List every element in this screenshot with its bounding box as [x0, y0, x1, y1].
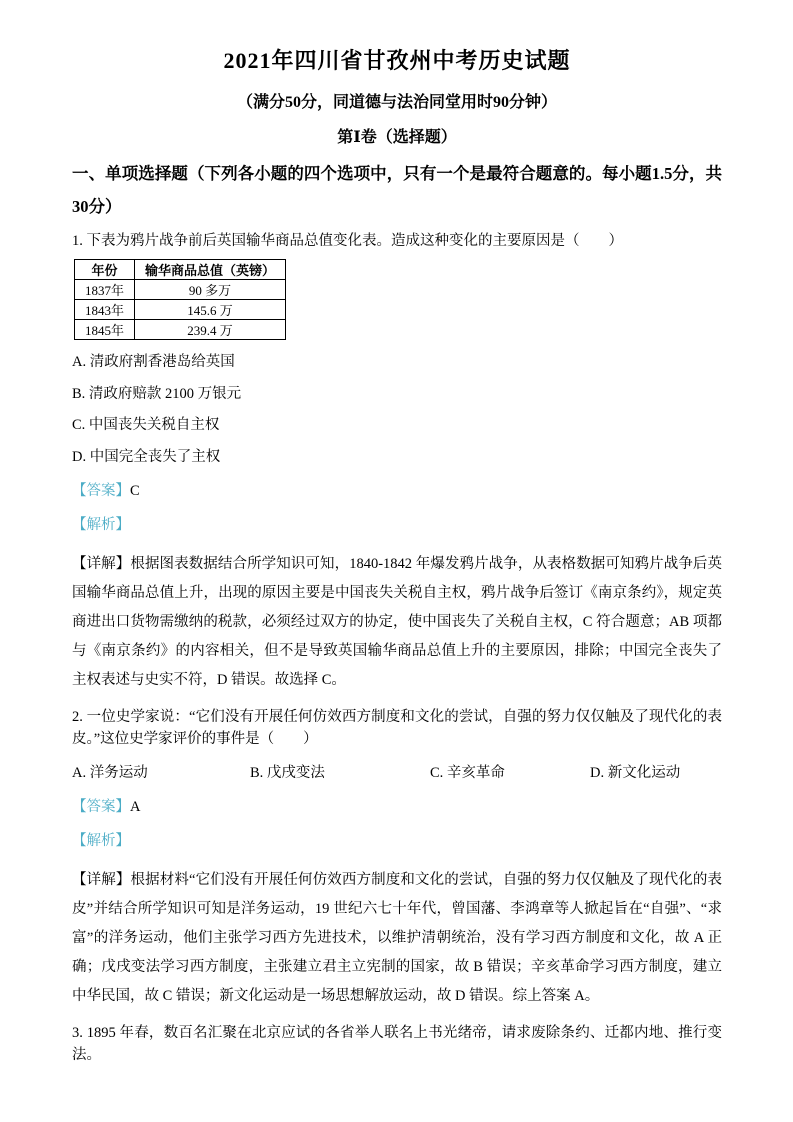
question-1-data-table	[74, 259, 286, 340]
question-1-analysis-line	[72, 516, 722, 535]
table-header-total-value: 输华商品总值（英镑）	[135, 259, 286, 279]
question-1-stem: 1. 下表为鸦片战争前后英国输华商品总值变化表。造成这种变化的主要原因是（ ）	[72, 233, 623, 249]
table-cell-year: 1837年	[75, 279, 135, 299]
question-1-option-b: B. 清政府赔款 2100 万银元	[72, 385, 242, 402]
answer-label: 【答案】	[72, 799, 130, 816]
question-2-option-c: C. 辛亥革命	[430, 765, 505, 782]
section-heading: 一、单项选择题（下列各小题的四个选项中，只有一个是最符合题意的。每小题1.5分，共30分）	[72, 164, 722, 216]
question-2-stem: 2. 一位史学家说：“它们没有开展任何仿效西方制度和文化的尝试，自强的努力仅仅触及了现代化的表皮。”这位史学家评价的事件是（ ）	[72, 708, 722, 747]
question-1-detail	[72, 550, 722, 695]
table-cell-year: 1843年	[75, 299, 135, 319]
question-2-detail	[72, 866, 722, 1011]
table-row	[75, 279, 286, 299]
question-2-analysis-line	[72, 832, 722, 851]
question-3-stem: 3. 1895 年春，数百名汇聚在北京应试的各省举人联名上书光绪帝，请求废除条约、迁都内地、推行变法。	[72, 1024, 722, 1063]
table-header-row	[75, 259, 286, 279]
detail-label: 【详解】	[72, 555, 131, 572]
table-row	[75, 319, 286, 339]
analysis-label: 【解析】	[72, 833, 130, 849]
analysis-label: 【解析】	[72, 516, 130, 533]
question-1-detail-text: 根据图表数据结合所学知识可知，1840-1842 年爆发鸦片战争，从表格数据可知鸦片战争后英国输华商品总值上升，出现的原因主要是中国丧失关税自主权，鸦片战争后签订《南京条约》，规定英商进出口货物需缴纳的税款，必须经过双方的协定，使中国丧失了关税自主权，C 符合题意；AB 项都与《南京条约》的内容相关，但不是导致英国输华商品总值上升的主要原因，排除；中国完全丧失了主权表述与史实不符，D 错误。故选择 C。	[72, 555, 723, 688]
question-1-options	[72, 353, 722, 467]
table-row	[75, 299, 286, 319]
question-1-option-c: C. 中国丧失关税自主权	[72, 417, 220, 434]
question-1-option-d: D. 中国完全丧失了主权	[72, 449, 221, 466]
detail-label: 【详解】	[72, 871, 131, 888]
question-2-detail-text: 根据材料“它们没有开展任何仿效西方制度和文化的尝试，自强的努力仅仅触及了现代化的表皮”并结合所学知识可知是洋务运动，19 世纪六七十年代，曾国藩、李鸿章等人掀起旨在“自强”、“求富”的洋务运动，他们主张学习西方先进技术，以维护清朝统治，没有学习西方制度和文化，故 A 正确；戊戌变法学习西方制度，主张建立君主立宪制的国家，故 B 错误；辛亥革命学习西方制度，建立中华民国，故 C 错误；新文化运动是一场思想解放运动，故 D 错误。综上答案 A。	[72, 871, 723, 1004]
page-title: 2021年四川省甘孜州中考历史试题	[223, 48, 571, 73]
table-cell-value: 239.4 万	[135, 319, 286, 339]
question-2-option-a: A. 洋务运动	[72, 765, 148, 782]
table-cell-value: 145.6 万	[135, 299, 286, 319]
table-header-year: 年份	[75, 259, 135, 279]
question-1-answer-value: C	[130, 483, 140, 500]
question-2-options	[72, 764, 722, 783]
answer-label: 【答案】	[72, 483, 130, 500]
question-1-answer-line	[72, 482, 722, 501]
question-2-option-d: D. 新文化运动	[590, 765, 681, 782]
table-cell-value: 90 多万	[135, 279, 286, 299]
question-2-option-b: B. 戊戌变法	[250, 765, 325, 782]
question-2-answer-line	[72, 798, 722, 817]
page-subtitle: （满分50分，同道德与法治同堂用时90分钟）	[236, 94, 557, 111]
question-2-answer-value: A	[130, 799, 141, 816]
table-cell-year: 1845年	[75, 319, 135, 339]
volume-heading: 第Ⅰ卷（选择题）	[337, 129, 457, 146]
question-1-option-a: A. 清政府割香港岛给英国	[72, 353, 235, 370]
